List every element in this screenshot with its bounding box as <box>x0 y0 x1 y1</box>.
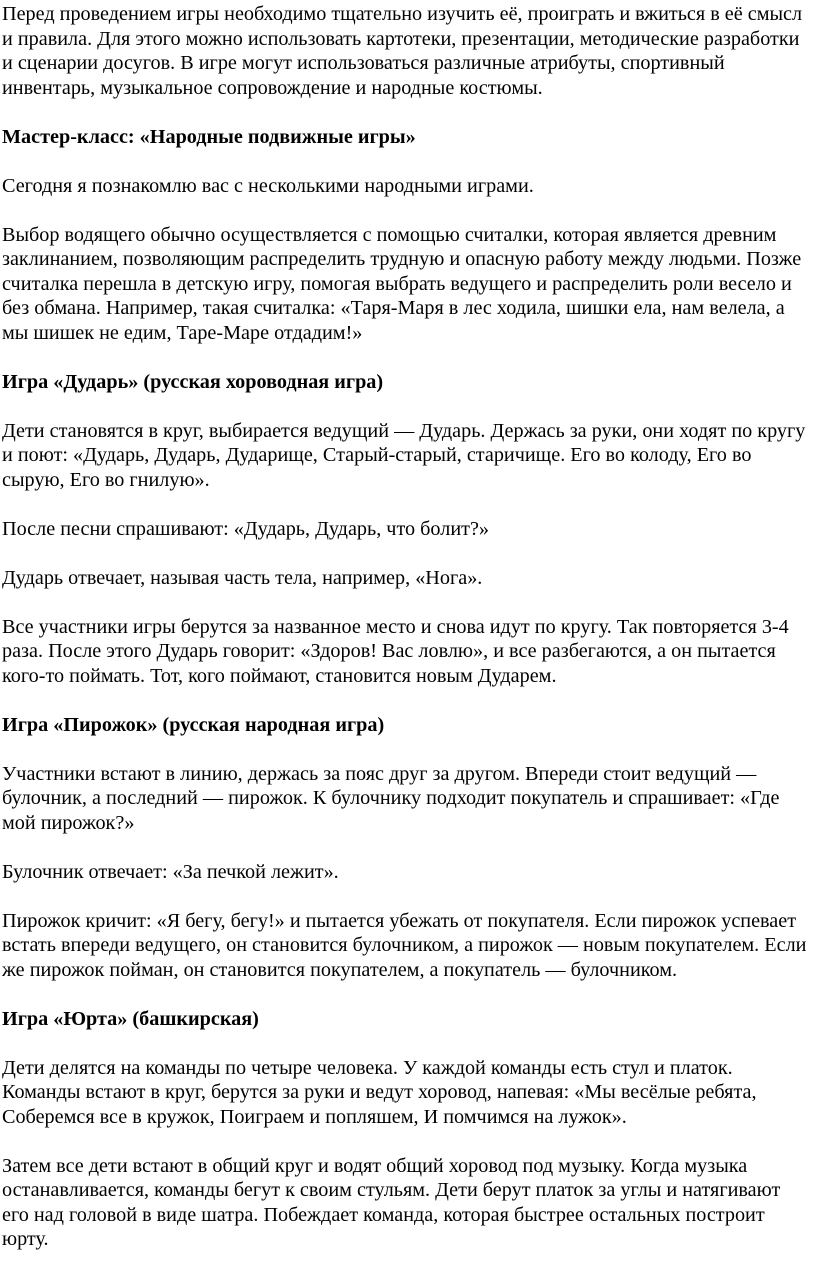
dudar-paragraph-2: После песни спрашивают: «Дударь, Дударь, что болит?» <box>2 517 490 540</box>
counting-rhyme-paragraph: Выбор водящего обычно осуществляется с помощью считалки, которая является древним заклинанием, позволяющим распределить трудную и опасную работу между людьми. Позже считалка перешла в детскую игру, помогая выбрать ведущего и распределить роли весело и без обмана. Например, такая считалка: «Таря-Маря в лес ходила, шишки ела, нам велела, а мы шишек не едим, Таре-Маре отдадим!» <box>2 223 802 344</box>
section-heading-pirozhok: Игра «Пирожок» (русская народная игра) <box>2 713 385 736</box>
dudar-paragraph-4: Все участники игры берутся за названное место и снова идут по кругу. Так повторяется 3-4 раза. После этого Дударь говорит: «Здоров! Вас ловлю», и все разбегаются, а он пытается кого-то поймать. Тот, кого поймают, становится новым Дударем. <box>2 615 789 687</box>
yurta-paragraph-1: Дети делятся на команды по четыре человека. У каждой команды есть стул и платок. Команды встают в круг, берутся за руки и ведут хоровод, напевая: «Мы весёлые ребята, Соберемся все в кружок, Поиграем и попляшем, И помчимся на лужок». <box>2 1056 757 1128</box>
dudar-paragraph-3: Дударь отвечает, называя часть тела, например, «Нога». <box>2 566 483 589</box>
section-heading-dudar: Игра «Дударь» (русская хороводная игра) <box>2 370 384 393</box>
yurta-paragraph-2: Затем все дети встают в общий круг и водят общий хоровод под музыку. Когда музыка останавливается, команды бегут к своим стульям. Дети берут платок за углы и натягивают его над головой в виде шатра. Побеждает команда, которая быстрее остальных построит юрту. <box>2 1154 781 1250</box>
dudar-paragraph-1: Дети становятся в круг, выбирается ведущий — Дударь. Держась за руки, они ходят по кругу и поют: «Дударь, Дударь, Дударище, Старый-старый, старичище. Его во колоду, Его во сырую, Его во гнилую». <box>2 419 806 491</box>
section-heading-master-class: Мастер-класс: «Народные подвижные игры» <box>2 125 416 148</box>
intro-paragraph: Перед проведением игры необходимо тщательно изучить её, проиграть и вжиться в её смысл и правила. Для этого можно использовать картотеки, презентации, методические разработки и сценарии досугов. В игре могут использоваться различные атрибуты, спортивный инвентарь, музыкальное сопровождение и народные костюмы. <box>2 3 803 99</box>
pirozhok-paragraph-1: Участники встают в линию, держась за пояс друг за другом. Впереди стоит ведущий — булочник, а последний — пирожок. К булочнику подходит покупатель и спрашивает: «Где мой пирожок?» <box>2 762 780 834</box>
pirozhok-paragraph-2: Булочник отвечает: «За печкой лежит». <box>2 860 339 883</box>
intro-sentence: Сегодня я познакомлю вас с несколькими народными играми. <box>2 174 534 197</box>
section-heading-yurta: Игра «Юрта» (башкирская) <box>2 1007 259 1030</box>
pirozhok-paragraph-3: Пирожок кричит: «Я бегу, бегу!» и пытается убежать от покупателя. Если пирожок успевает встать впереди ведущего, он становится булочником, а пирожок — новым покупателем. Если же пирожок пойман, он становится покупателем, а покупатель — булочником. <box>2 909 807 981</box>
